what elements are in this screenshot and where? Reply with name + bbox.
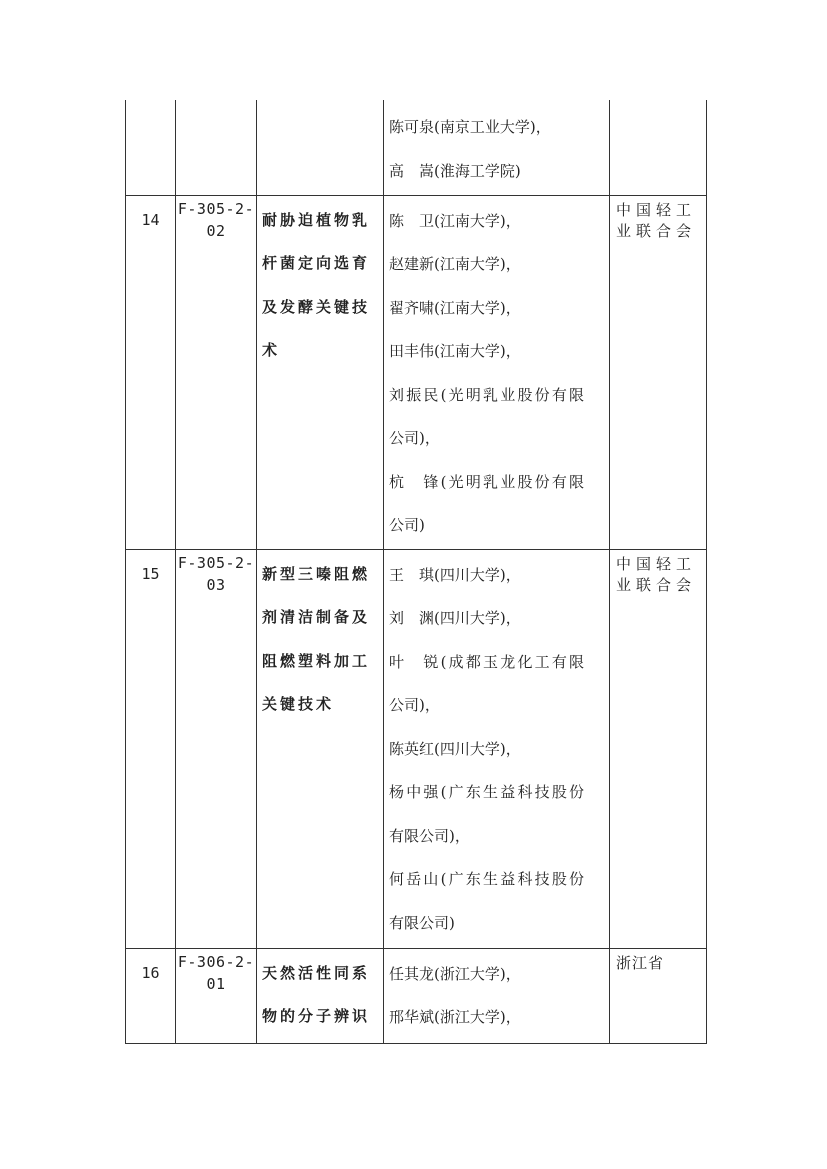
row-number-cell — [126, 100, 176, 195]
table-row — [126, 948, 707, 1043]
participant-line: 陈英红(四川大学)， — [389, 739, 521, 758]
participants-cell — [384, 549, 610, 948]
participant-line: 公司)， — [389, 696, 440, 714]
table-row — [126, 100, 707, 195]
participant-line: 叶 锐(成都玉龙化工有限 — [389, 652, 587, 671]
project-code-cell: F-306-2-01 — [176, 948, 257, 1043]
project-code-cell: F-305-2-03 — [176, 549, 257, 948]
participant-line: 任其龙(浙江大学)， — [389, 964, 521, 983]
participant-line: 赵建新(江南大学)， — [389, 255, 521, 273]
participant-line: 有限公司) — [389, 913, 455, 932]
participant-line: 邢华斌(浙江大学)， — [389, 1008, 521, 1026]
participant-line: 陈可泉(南京工业大学)， — [389, 118, 551, 136]
participant-line: 翟齐啸(江南大学)， — [389, 298, 521, 317]
participants-cell — [384, 195, 610, 549]
project-title-cell: 耐胁迫植物乳杆菌定向选育及发酵关键技术 — [257, 195, 384, 549]
nominating-org-cell: 中国轻工业联合会 — [610, 549, 707, 948]
project-title-cell: 天然活性同系物的分子辨识 — [257, 948, 384, 1043]
participant-line: 杭 锋(光明乳业股份有限 — [389, 472, 587, 491]
project-code-cell — [176, 100, 257, 195]
nominating-org-cell: 中国轻工业联合会 — [610, 195, 707, 549]
participant-line: 公司) — [389, 516, 425, 534]
participants-cell — [384, 948, 610, 1043]
participant-line: 刘振民(光明乳业股份有限 — [389, 385, 587, 404]
participant-line: 田丰伟(江南大学)， — [389, 342, 521, 360]
table-row — [126, 549, 707, 948]
nominating-org-cell: 浙江省 — [610, 948, 707, 1043]
project-code-cell: F-305-2-02 — [176, 195, 257, 549]
participant-line: 何岳山(广东生益科技股份 — [389, 870, 587, 888]
project-title-cell — [257, 100, 384, 195]
participant-line: 陈 卫(江南大学)， — [389, 211, 521, 230]
table-row — [126, 195, 707, 549]
participant-line: 高 嵩(淮海工学院) — [389, 161, 521, 180]
participant-line: 杨中强(广东生益科技股份 — [389, 783, 587, 801]
participants-cell — [384, 100, 610, 195]
row-number-cell: 16 — [126, 948, 176, 1043]
participant-line: 刘 渊(四川大学)， — [389, 609, 521, 627]
participant-line: 有限公司)， — [389, 826, 470, 845]
row-number-cell: 15 — [126, 549, 176, 948]
project-title-cell: 新型三嗪阻燃剂清洁制备及阻燃塑料加工关键技术 — [257, 549, 384, 948]
participant-line: 王 琪(四川大学)， — [389, 565, 521, 584]
row-number-cell: 14 — [126, 195, 176, 549]
award-table — [125, 100, 707, 1044]
participant-line: 公司)， — [389, 429, 440, 447]
nominating-org-cell — [610, 100, 707, 195]
